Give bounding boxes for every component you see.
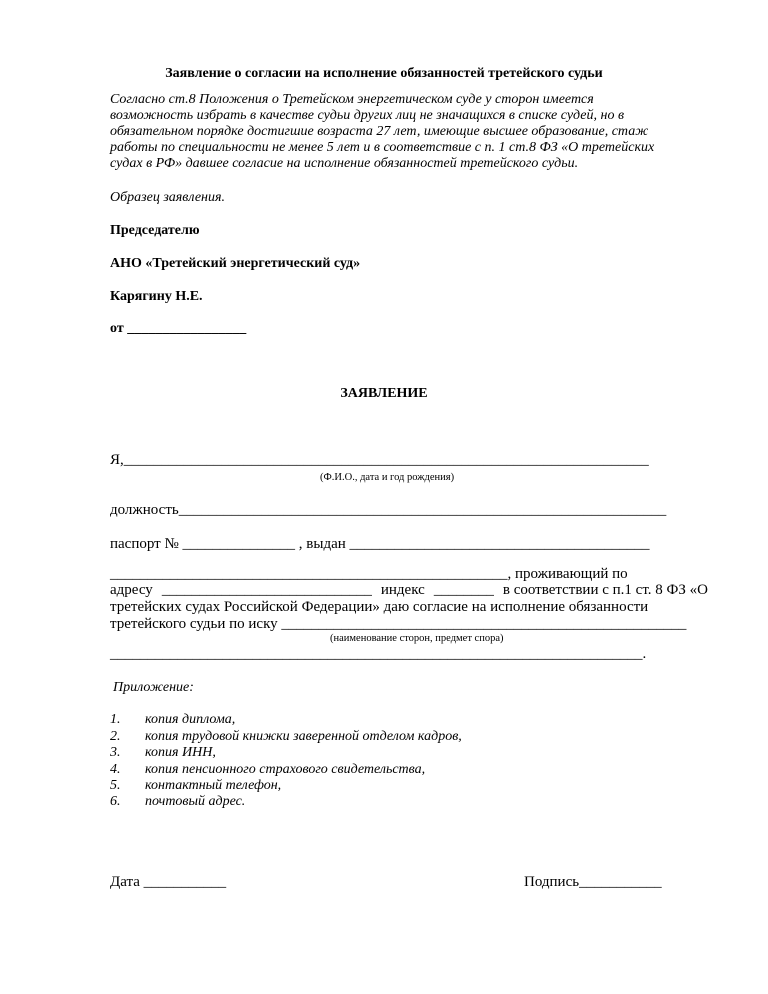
sample-label: Образец заявления. [110, 190, 225, 205]
attachment-label: Приложение: [113, 680, 194, 695]
list-item: копия трудовой книжки заверенной отделом кадров, [145, 729, 462, 744]
address-line-2 [110, 582, 708, 599]
list-item: контактный телефон, [145, 778, 282, 793]
list-item-number: 1. [110, 712, 121, 727]
index-blank: ________ [433, 582, 494, 598]
intro-line: возможность избрать в качестве судьи других лиц не значащихся в списке судей, но в [110, 108, 625, 123]
intro-line: обязательном порядке достигшие возраста 27 лет, имеющие высшее образование, стаж [110, 124, 649, 139]
addressee-organization: АНО «Третейский энергетический суд» [110, 256, 361, 271]
addressee-title: Председателю [110, 223, 200, 238]
list-item-number: 4. [110, 762, 121, 777]
applicant-name-hint: (Ф.И.О., дата и год рождения) [320, 472, 455, 483]
intro-line: Согласно ст.8 Положения о Третейском энергетическом суде у сторон имеется [110, 92, 594, 107]
list-item: копия ИНН, [145, 745, 216, 760]
list-item-number: 5. [110, 778, 121, 793]
statement-heading: ЗАЯВЛЕНИЕ [340, 386, 428, 401]
list-item: почтовый адрес. [145, 794, 246, 809]
list-item-number: 3. [110, 745, 121, 760]
signature-field: Подпись___________ [524, 874, 662, 890]
date-field: Дата ___________ [110, 874, 227, 890]
position-line: должность_________________________________________________________________ [110, 502, 667, 518]
address-line-3: третейских судах Российской Федерации» даю согласие на исполнение обязанности [110, 599, 649, 615]
list-item: копия пенсионного страхового свидетельства, [145, 762, 426, 777]
index-word: индекс [380, 582, 425, 598]
address-line-1 [110, 566, 628, 583]
address-blank: _____________________________________________________ [110, 566, 508, 582]
address-residing-text: , проживающий по [507, 566, 628, 582]
list-item-number: 6. [110, 794, 121, 809]
list-item: копия диплома, [145, 712, 236, 727]
final-blank-line: _______________________________________________________________________. [110, 646, 647, 662]
intro-line: судах в РФ» давшее согласие на исполнение обязанностей третейского судьи. [110, 156, 579, 171]
intro-line: работы по специальности не менее 5 лет и в соответствие с п. 1 ст.8 ФЗ «О третейских [110, 140, 655, 155]
law-reference: в соответствии с п.1 ст. 8 ФЗ «О [502, 582, 708, 598]
from-line: от _________________ [110, 321, 247, 336]
address-line-4: третейского судьи по иску ______________________________________________________ [110, 616, 687, 632]
passport-line: паспорт № _______________ , выдан ________________________________________ [110, 536, 650, 552]
addressee-name: Карягину Н.Е. [110, 289, 203, 304]
list-item-number: 2. [110, 729, 121, 744]
document-title: Заявление о согласии на исполнение обязанностей третейского судьи [165, 66, 603, 81]
address-blank-2: ____________________________ [161, 582, 372, 598]
dispute-hint: (наименование сторон, предмет спора) [330, 633, 504, 644]
address-word: адресу [110, 582, 153, 598]
applicant-name-line: Я,______________________________________________________________________ [110, 452, 649, 468]
